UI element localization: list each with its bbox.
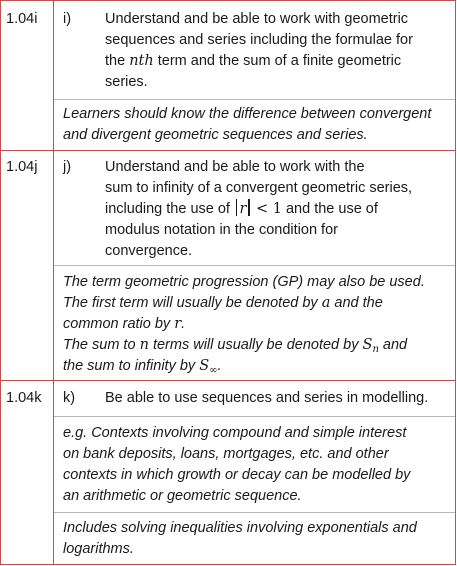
row-divider-1-2	[0, 150, 456, 151]
row-note-line: The first term will usually be denoted by a and the	[63, 295, 383, 311]
n-math: n	[139, 337, 149, 353]
r-math: r	[239, 201, 247, 217]
row-text-line: sum to infinity of a convergent geometric series,	[105, 180, 413, 196]
modulus-bar-right	[248, 199, 250, 216]
row-text-line: sequences and series including the formulae for	[105, 32, 413, 48]
a-math: a	[321, 295, 331, 311]
row-note-line: e.g. Contexts involving compound and simple interest	[63, 425, 407, 441]
row-code: 1.04k	[6, 390, 42, 406]
row-text-line: series.	[105, 74, 148, 90]
row-note-line: common ratio by r.	[63, 316, 186, 332]
less-than-one-math: < 1	[255, 201, 282, 217]
row-code: 1.04j	[6, 159, 38, 175]
row-note-line: and divergent geometric sequences and series.	[63, 127, 368, 143]
row-note-line: Includes solving inequalities involving exponentials and	[63, 520, 417, 536]
table-bottom-border	[0, 564, 456, 565]
row-note-line: The sum to n terms will usually be denoted by $S_n$ and	[63, 337, 408, 355]
row-letter: k)	[63, 390, 76, 406]
s-infinity-math: $S_\infty$	[199, 358, 218, 376]
table-left-border	[0, 0, 1, 565]
row-text-line: including the use of r < 1 and the use of	[105, 201, 378, 217]
row-note-line: The term geometric progression (GP) may also be used.	[63, 274, 425, 290]
row-note-line: logarithms.	[63, 541, 134, 557]
row2-note-separator	[54, 265, 455, 266]
row-note-line: Learners should know the difference between convergent	[63, 106, 432, 122]
row-text-line: modulus notation in the condition for	[105, 222, 338, 238]
row3-note-separator	[54, 416, 455, 417]
row-letter: j)	[63, 159, 72, 175]
row-text-line: Understand and be able to work with the	[105, 159, 365, 175]
row-text-line: the nth term and the sum of a finite geometric	[105, 53, 402, 69]
code-column-divider	[53, 0, 54, 565]
row-text-line: Understand and be able to work with geometric	[105, 11, 409, 27]
modulus-bar-left	[236, 199, 238, 216]
row-text-line: convergence.	[105, 243, 193, 259]
row-note-line: an arithmetic or geometric sequence.	[63, 488, 302, 504]
row-divider-2-3	[0, 380, 456, 381]
row-letter: i)	[63, 11, 72, 27]
row-note-line: on bank deposits, loans, mortgages, etc. and other	[63, 446, 389, 462]
row-text-line: Be able to use sequences and series in modelling.	[105, 390, 429, 406]
table-top-border	[0, 0, 456, 1]
row-code: 1.04i	[6, 11, 38, 27]
nth-math: nth	[129, 53, 154, 69]
row-note-line: the sum to infinity by $S_\infty$.	[63, 358, 222, 376]
s-n-math: $S_n$	[362, 337, 379, 355]
row1-note-separator	[54, 99, 455, 100]
r-math: r	[174, 316, 182, 332]
row3-note-separator-2	[54, 512, 455, 513]
row-note-line: contexts in which growth or decay can be modelled by	[63, 467, 411, 483]
table-right-border	[455, 0, 456, 565]
